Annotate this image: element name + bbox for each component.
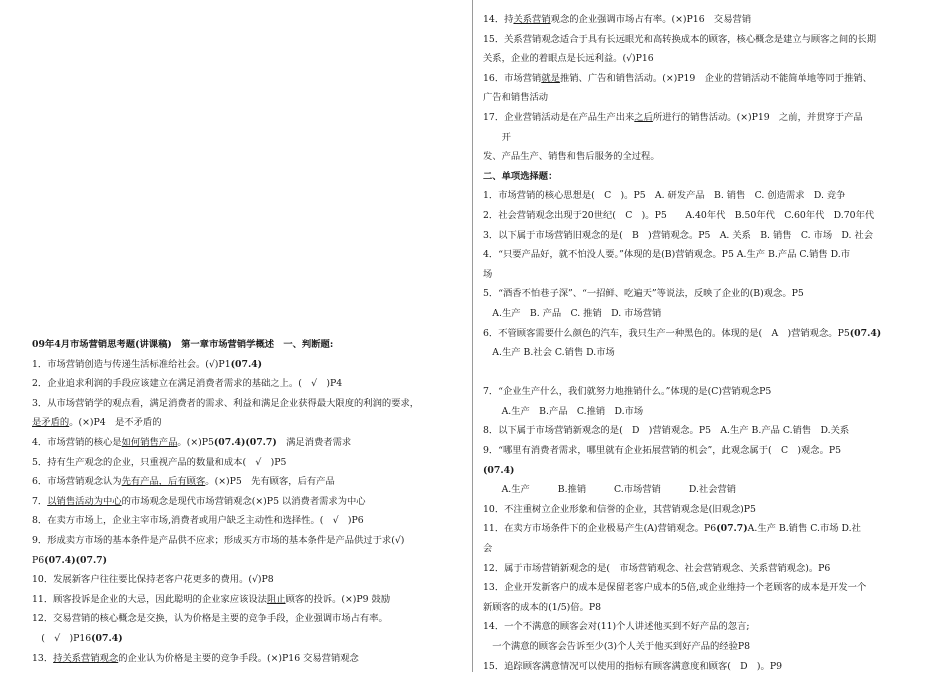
text-segment: 2．企业追求利润的手段应该建立在满足消费者需求的基础之上。( √ )P4 [32, 378, 343, 390]
right-text-line [483, 500, 923, 520]
text-segment: (07.4) [91, 632, 123, 644]
right-text-line [483, 441, 923, 461]
left-text-line [32, 590, 464, 610]
right-text-line [483, 421, 923, 441]
right-text-line [483, 245, 923, 265]
right-text-line [483, 343, 923, 363]
right-text-line [483, 10, 923, 30]
text-segment: 关系营销 [513, 14, 551, 25]
right-text-line [483, 147, 923, 167]
text-segment: 顾客的投诉。(×)P9 鼓励 [285, 593, 391, 605]
right-text-line [483, 206, 923, 226]
left-text-line [32, 629, 464, 649]
text-segment: 11．在卖方市场条件下的企业极易产生(A)营销观念。P6 [483, 523, 717, 535]
right-text-line [483, 578, 923, 598]
text-segment: 14．持 [483, 14, 514, 25]
left-lines [32, 355, 464, 669]
text-segment: 17．企业营销活动是在产品生产出来 [483, 111, 635, 123]
left-text-line [32, 413, 464, 433]
text-segment: 1．市场营销创造与传递生活标准给社会。(√)P1 [32, 358, 231, 370]
text-segment: 7． [32, 495, 48, 507]
text-segment: 观念的企业强调市场占有率。(×)P16 交易营销 [550, 14, 752, 25]
text-segment: 关系，企业的着眼点是长远利益。(√)P16 [483, 53, 654, 65]
text-segment: A.生产 B.社会 C.销售 D.市场 [483, 347, 615, 359]
text-segment: 12．属于市场营销新观念的是( 市场营销观念、社会营销观念、关系营销观念)。P6 [483, 562, 831, 574]
text-segment: 9．形成卖方市场的基本条件是产品供不应求；形成买方市场的基本条件是产品供过于求(√) [32, 534, 405, 546]
right-text-line [483, 324, 923, 344]
text-segment: 先有产品，后有顾客 [121, 476, 206, 488]
text-segment: 新顾客的成本的(1/5)倍。P8 [483, 601, 602, 613]
text-segment: 4．市场营销的核心是 [32, 436, 122, 448]
right-text-line [483, 88, 923, 108]
left-column [32, 335, 464, 668]
text-segment: 一个满意的顾客会告诉至少(3)个人关于他买到好产品的经验P8 [483, 641, 751, 652]
right-text-line [483, 402, 923, 422]
text-segment: 16．市场营销 [483, 72, 542, 84]
text-segment: 3．从市场营销学的观点看，满足消费者的需求、利益和满足企业获得最大限度的利润的要求， [32, 397, 420, 409]
column-divider [472, 0, 473, 672]
left-text-line [32, 355, 464, 375]
right-text-line [483, 30, 923, 50]
text-segment: 。(×)P4 是不矛盾的 [69, 417, 162, 429]
text-segment: 9．“哪里有消费者需求，哪里就有企业拓展营销的机会”，此观念属于( C )观念。P5 [483, 445, 842, 457]
text-segment: 开 [483, 131, 511, 143]
text-segment: 是矛盾的 [32, 417, 70, 429]
right-lines [483, 10, 923, 676]
left-text-line [32, 570, 464, 590]
left-text-line [32, 394, 464, 414]
text-segment: 15．关系营销观念适合于具有长远眼光和高转换成本的顾客，核心概念是建立与顾客之间的长期 [483, 33, 877, 45]
left-text-line [32, 649, 464, 669]
right-text-line [483, 480, 923, 500]
text-segment: 。(×)P5 [177, 436, 214, 448]
text-segment: A.生产 B.推销 C.市场营销 D.社会营销 [483, 484, 737, 496]
right-text-line [483, 265, 923, 285]
text-segment: 6．不管顾客需要什么颜色的汽车，我只生产一种黑色的。体现的是( A )营销观念。P5 [483, 327, 850, 339]
text-segment: 二、单项选择题： [483, 170, 558, 182]
left-text-line [32, 374, 464, 394]
text-segment: (07.4)(07.7) [44, 554, 108, 566]
text-segment: 就是 [541, 72, 560, 84]
right-text-line [483, 128, 923, 148]
text-segment: 7．“企业生产什么，我们就努力地推销什么。”体现的是(C)营销观念P5 [483, 386, 772, 398]
text-segment: 10．发展新客户往往要比保持老客户花更多的费用。(√)P8 [32, 574, 274, 586]
text-segment: 之后 [634, 111, 653, 123]
right-text-line [483, 519, 923, 539]
right-text-line [483, 284, 923, 304]
text-segment: 11．顾客投诉是企业的大忌，因此聪明的企业家应该设法 [32, 593, 267, 605]
text-segment: 6．市场营销观念认为 [32, 476, 122, 488]
text-segment: 所进行的销售活动。(×)P19 之前，并贯穿于产品 [652, 111, 863, 123]
left-text-line [32, 472, 464, 492]
right-text-line [483, 167, 923, 187]
text-segment: 场 [483, 268, 493, 280]
right-text-line [483, 598, 923, 618]
right-text-line [483, 186, 923, 206]
text-segment: 持关系营销观念 [53, 652, 119, 664]
text-segment: 14．一个不满意的顾客会对(11)个人讲述他买到不好产品的忽言; [483, 621, 750, 633]
right-text-line [483, 382, 923, 402]
text-segment: 的企业认为价格是主要的竞争手段。(×)P16 交易营销观念 [118, 652, 359, 664]
text-segment: 5．“酒香不怕巷子深”、“一招鲜、吃遍天”等说法，反映了企业的(B)观念。P5 [483, 288, 804, 300]
left-text-line [32, 551, 464, 571]
text-segment: 如何销售产品 [121, 436, 178, 448]
right-text-line [483, 226, 923, 246]
left-text-line [32, 433, 464, 453]
right-text-line [483, 539, 923, 559]
right-text-line [483, 617, 923, 637]
text-segment: (07.4) [483, 464, 515, 476]
left-text-line [32, 453, 464, 473]
text-segment: 推销、广告和销售活动。(×)P19 企业的营销活动不能简单地等同于推销、 [559, 72, 872, 84]
text-segment: 5．持有生产观念的企业，只重视产品的数量和成本( √ )P5 [32, 456, 287, 468]
text-segment: (07.7) [716, 523, 748, 535]
section-title: 09年4月市场营销思考题(讲课稿) 第一章市场营销学概述 一、判断题: [32, 339, 334, 350]
text-segment: 12．交易营销的核心概念是交换，认为价格是主要的竞争手段，企业强调市场占有率。 [32, 613, 388, 625]
text-segment: 1．市场营销的核心思想是( C )。P5 A. 研发产品 B. 销售 C. 创造需求 D. 竞争 [483, 190, 846, 202]
text-segment: 发、产品生产、销售和售后服务的全过程。 [483, 151, 660, 163]
right-text-line [483, 108, 923, 128]
right-column [483, 10, 923, 676]
text-segment: 。(×)P5 先有顾客，后有产品 [205, 476, 335, 488]
right-text-line [483, 637, 923, 657]
right-text-line [483, 363, 923, 383]
text-segment: 13． [32, 652, 54, 664]
text-segment: ( √ )P16 [32, 632, 92, 644]
text-segment: (07.4)(07.7) [213, 436, 277, 448]
text-segment: 满足消费者需求 [276, 436, 352, 448]
right-text-line [483, 304, 923, 324]
right-text-line [483, 559, 923, 579]
right-text-line [483, 461, 923, 481]
left-text-line [32, 609, 464, 629]
text-segment: P6 [32, 554, 45, 566]
right-text-line [483, 69, 923, 89]
text-segment: 4．“只要产品好，就不怕没人要。”体现的是(B)营销观念。P5 A.生产 B.产品 C.销售 D.市 [483, 249, 851, 261]
text-segment: 13．企业开发新客户的成本是保留老客户成本的5倍,或企业维持一个老顾客的成本是开发一个 [483, 582, 867, 594]
text-segment: A.生产 B.产品 C.推销 D.市场 [483, 405, 644, 417]
text-segment: 的市场观念是现代市场营销观念(×)P5 以消费者需求为中心 [121, 495, 366, 507]
left-text-line [32, 511, 464, 531]
text-segment: 3．以下属于市场营销旧观念的是( B )营销观念。P5 A. 关系 B. 销售 C. 市场 D. 社会 [483, 229, 874, 241]
text-segment: A.生产 B. 产品 C. 推销 D. 市场营销 [483, 307, 662, 319]
text-segment: (07.4) [849, 327, 882, 339]
text-segment: 阻止 [266, 593, 286, 605]
text-segment: 8．以下属于市场营销新观念的是( D )营销观念。P5 A.生产 B.产品 C.销售 D.关系 [483, 425, 850, 437]
text-segment: 10．不注重树立企业形象和信誉的企业，其营销观念是(旧观念)P5 [483, 503, 756, 515]
text-segment: 15．追踪顾客满意情况可以使用的指标有顾客满意度和顾客( D )。P9 [483, 660, 783, 672]
left-text-line [32, 492, 464, 512]
text-segment: (07.4) [230, 358, 263, 370]
text-segment: 广告和销售活动 [483, 92, 549, 104]
left-text-line [32, 531, 464, 551]
text-segment: 8．在卖方市场上，企业主宰市场,消费者或用户缺乏主动性和选择性。( √ )P6 [32, 515, 364, 527]
text-segment: 2．社会营销观念出现于20世纪( C )。P5 A.40年代 B.50年代 C.60年代 D.70年代 [483, 209, 875, 221]
right-text-line [483, 49, 923, 69]
right-text-line [483, 657, 923, 676]
text-segment: A.生产 B.销售 C.市场 D.社 [747, 523, 861, 535]
text-segment: 以销售活动为中心 [47, 495, 122, 507]
text-segment: 会 [483, 543, 493, 555]
